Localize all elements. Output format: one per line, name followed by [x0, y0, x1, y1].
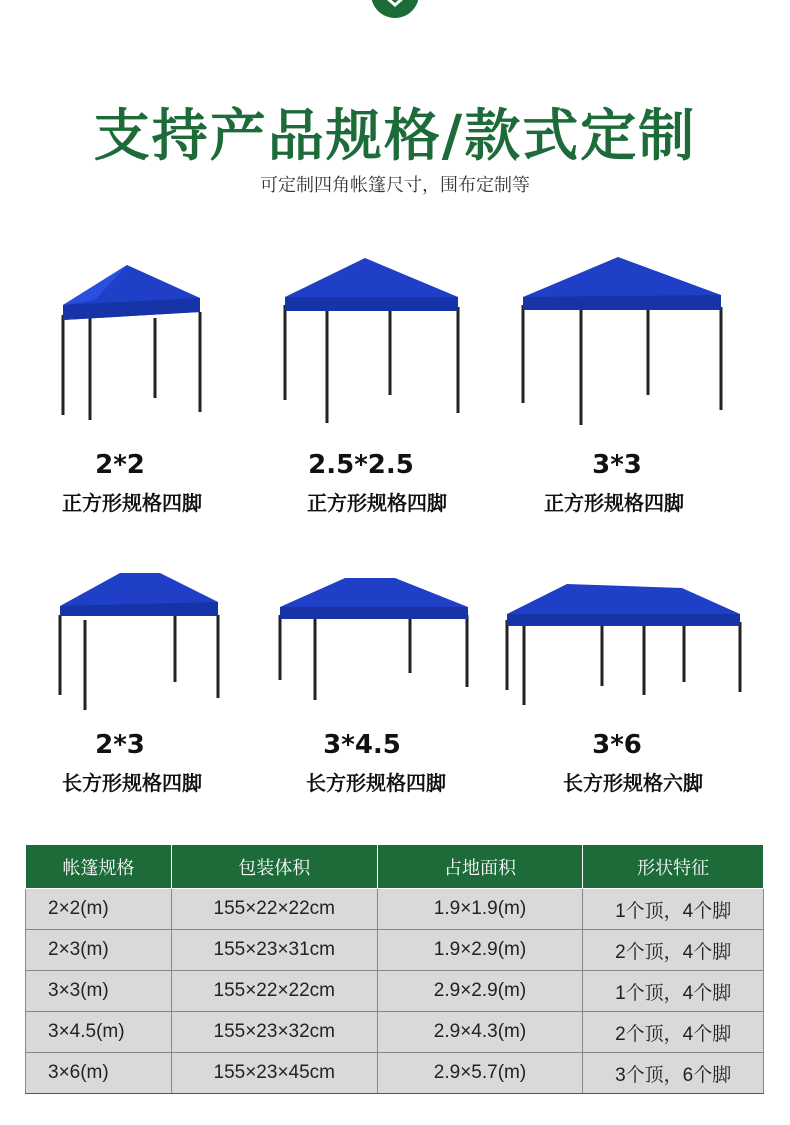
tent-size-label: 2*3: [95, 730, 145, 760]
tent-image-3x6: [502, 580, 747, 710]
tent-shape-label: 长方形规格四脚: [306, 771, 446, 795]
table-row: [26, 1012, 764, 1053]
table-cell: 155×22×22cm: [171, 971, 377, 1012]
top-badge: [371, 0, 419, 18]
table-cell: 3×3(m): [26, 971, 172, 1012]
table-header-cell: 形状特征: [583, 845, 764, 889]
tent-size-label: 3*3: [592, 450, 642, 480]
tent-shape-label: 正方形规格四脚: [62, 491, 202, 515]
tent-shape-label: 正方形规格四脚: [307, 491, 447, 515]
spec-table: [25, 844, 764, 1094]
table-header-row: [26, 845, 764, 889]
table-cell: 2.9×2.9(m): [377, 971, 583, 1012]
tent-size-label: 2.5*2.5: [308, 450, 414, 480]
page-title: 支持产品规格/款式定制: [93, 104, 697, 169]
tent-size-label: 2*2: [95, 450, 145, 480]
table-cell: 155×23×31cm: [171, 930, 377, 971]
table-header-cell: 包装体积: [171, 845, 377, 889]
table-cell: 3×6(m): [26, 1053, 172, 1094]
table-cell: 155×23×45cm: [171, 1053, 377, 1094]
page-subtitle: 可定制四角帐篷尺寸，围布定制等: [260, 175, 530, 196]
table-header-cell: 帐篷规格: [26, 845, 172, 889]
table-cell: 155×22×22cm: [171, 889, 377, 930]
tent-size-label: 3*4.5: [323, 730, 401, 760]
tent-shape-label: 长方形规格四脚: [62, 771, 202, 795]
table-cell: 2个顶，4个脚: [583, 1012, 764, 1053]
table-row: [26, 1053, 764, 1094]
table-cell: 2×3(m): [26, 930, 172, 971]
table-cell: 1.9×1.9(m): [377, 889, 583, 930]
tent-image-2x2: [55, 260, 210, 425]
tent-image-3x4.5: [275, 575, 475, 705]
table-cell: 1个顶，4个脚: [583, 971, 764, 1012]
table-cell: 1个顶，4个脚: [583, 889, 764, 930]
table-row: [26, 930, 764, 971]
tent-shape-label: 正方形规格四脚: [544, 491, 684, 515]
table-cell: 3×4.5(m): [26, 1012, 172, 1053]
table-cell: 2.9×4.3(m): [377, 1012, 583, 1053]
table-cell: 2个顶，4个脚: [583, 930, 764, 971]
table-row: [26, 889, 764, 930]
table-header-cell: 占地面积: [377, 845, 583, 889]
tent-shape-label: 长方形规格六脚: [563, 771, 703, 795]
table-cell: 3个顶，6个脚: [583, 1053, 764, 1094]
table-cell: 2.9×5.7(m): [377, 1053, 583, 1094]
tent-image-3x3: [518, 255, 728, 430]
table-cell: 2×2(m): [26, 889, 172, 930]
table-cell: 1.9×2.9(m): [377, 930, 583, 971]
table-row: [26, 971, 764, 1012]
tent-image-2.5x2.5: [280, 255, 465, 430]
table-cell: 155×23×32cm: [171, 1012, 377, 1053]
tent-size-label: 3*6: [592, 730, 642, 760]
tent-image-2x3: [55, 570, 225, 715]
chevron-down-icon: [383, 0, 407, 8]
